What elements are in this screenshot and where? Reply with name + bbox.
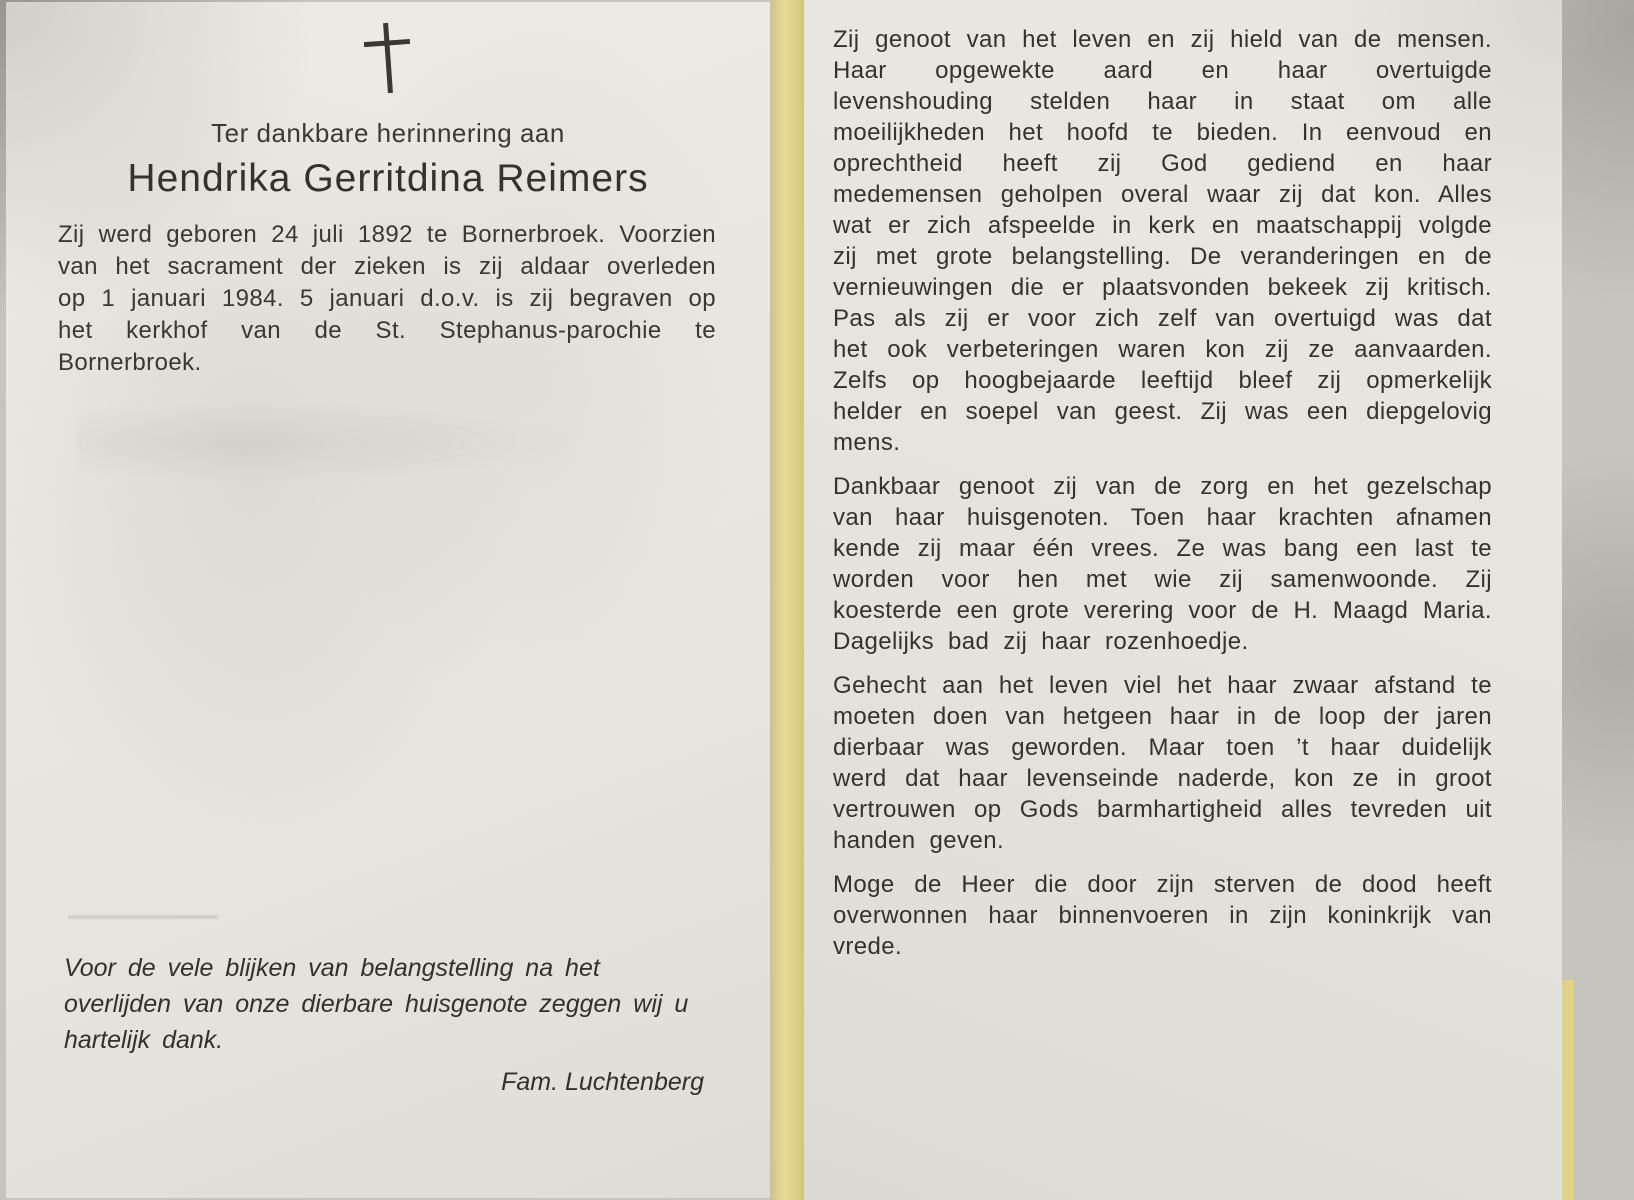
deceased-name: Hendrika Gerritdina Reimers <box>127 157 649 200</box>
memorial-card-right-page <box>804 0 1562 1200</box>
scan-ghost-artifact <box>76 397 636 487</box>
scan-smudge-artifact <box>68 916 218 918</box>
memorial-paragraph: Moge de Heer die door zijn sterven de dood heeft overwonnen haar binnenvoeren in zijn koninkrijk van vrede. <box>833 871 1492 960</box>
memorial-paragraph: Zij genoot van het leven en zij hield van de mensen. Haar opgewekte aard en haar overtuigde levenshouding stelden haar in staat om alle moeilijkheden het hoofd te bieden. In eenvoud en oprechtheid heeft zij God gediend en haar medemensen geholpen overal waar zij dat kon. Alles wat er zich afspeelde in kerk en maatschappij volgde zij met grote belangstelling. De veranderingen en de vernieuwingen die er plaatsvonden bekeek zij kritisch. Pas als zij er voor zich zelf van overtuigd was dat het ook verbeteringen waren kon zij ze aanvaarden. Zelfs op hoogbejaarde leeftijd bleef zij opmerkelijk helder en soepel van geest. Zij was een diepgelovig mens. <box>833 26 1492 456</box>
memorial-intro-text: Ter dankbare herinnering aan <box>211 118 565 148</box>
memorial-card-left-page <box>6 2 770 1198</box>
memorial-paragraph: Dankbaar genoot zij van de zorg en het gezelschap van haar huisgenoten. Toen haar krachten afnamen kende zij maar één vrees. Ze was bang een last te worden voor hen met wie zij samenwoonde. Zij koesterde een grote verering voor de H. Maagd Maria. Dagelijks bad zij haar rozenhoedje. <box>833 473 1492 655</box>
acknowledgement-text: Voor de vele blijken van belangstelling na het overlijden van onze dierbare huisgenote zeggen wij u hartelijk dank. <box>64 954 689 1054</box>
card-fold-edge <box>770 0 804 1200</box>
memorial-text-block <box>804 0 1562 962</box>
family-signature: Fam. Luchtenberg <box>501 1068 704 1096</box>
memorial-paragraph: Gehecht aan het leven viel het haar zwaar afstand te moeten doen van hetgeen haar in de loop der jaren dierbaar was geworden. Maar toen ’t haar duidelijk werd dat haar levenseinde naderde, kon ze in groot vertrouwen op Gods barmhartigheid alles tevreden uit handen geven. <box>833 672 1492 854</box>
cross-icon <box>6 2 770 104</box>
biography-text: Zij werd geboren 24 juli 1892 te Bornerbroek. Voorzien van het sacrament der zieken is zij aldaar overleden op 1 januari 1984. 5 januari d.o.v. is zij begraven op het kerkhof van de St. Stephanus-parochie te Bornerbroek. <box>58 221 716 376</box>
